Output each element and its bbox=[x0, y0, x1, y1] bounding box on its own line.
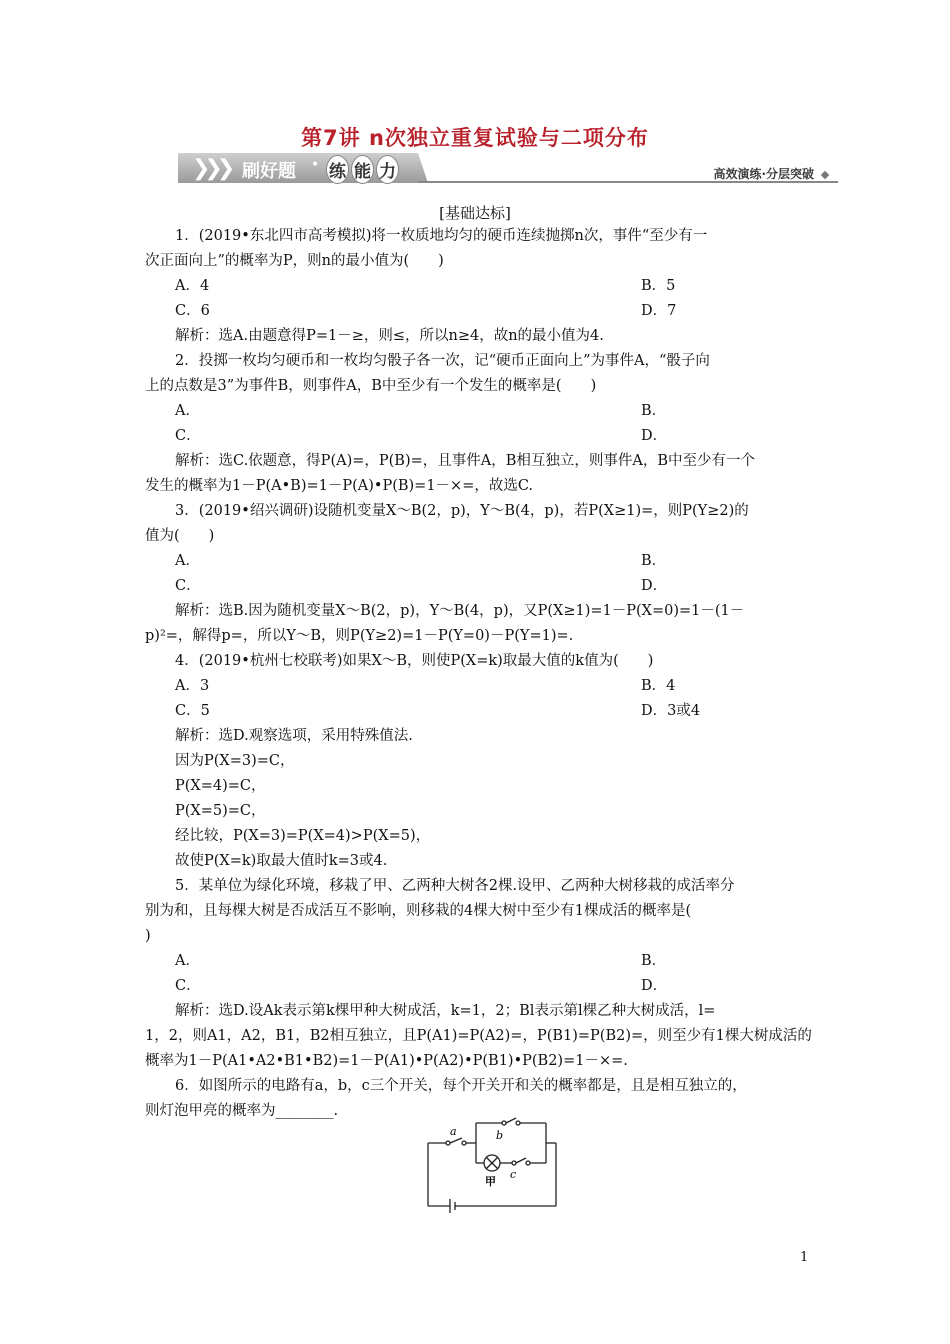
solution-line: 解析：选A.由题意得P=1－≥，则≤，所以n≥4，故n的最小值为4. bbox=[175, 328, 604, 344]
solution-line: 概率为1－P(A1•A2•B1•B2)=1－P(A1)•P(A2)•P(B1)•P(B2)=1－×=. bbox=[145, 1053, 628, 1069]
solution-line: 发生的概率为1－P(A•B)=1－P(A)•P(B)=1－×=，故选C. bbox=[145, 478, 534, 494]
option-b: B．5 bbox=[641, 278, 676, 294]
switch-contact bbox=[512, 1161, 516, 1165]
text-line: 2．投掷一枚均匀硬币和一枚均匀骰子各一次，记“硬币正面向上”为事件A，“骰子向 bbox=[175, 353, 710, 369]
text-line: 次正面向上”的概率为P，则n的最小值为( ) bbox=[145, 253, 444, 269]
solution-line: 解析：选B.因为随机变量X～B(2，p)，Y～B(4，p)，又P(X≥1)=1－P(X=0)=1－(1－ bbox=[175, 603, 745, 619]
switch-a-label: a bbox=[450, 1125, 457, 1138]
banner-char: 能 bbox=[351, 155, 374, 184]
option-d: D．3或4 bbox=[641, 703, 701, 719]
text-line: 5．某单位为绿化环境，移栽了甲、乙两种大树各2棵.设甲、乙两种大树移栽的成活率分 bbox=[175, 878, 735, 894]
solution-line: P(X=5)=C， bbox=[175, 803, 266, 819]
option-a: A． bbox=[175, 403, 200, 419]
solution-line: 解析：选D.观察选项，采用特殊值法. bbox=[175, 728, 413, 744]
solution-line: P(X=4)=C， bbox=[175, 778, 266, 794]
banner-subtitle-text: 高效演练·分层突破 bbox=[713, 167, 814, 181]
switch-a bbox=[450, 1138, 462, 1143]
switch-c-label: c bbox=[510, 1168, 517, 1181]
option-a: A．3 bbox=[175, 678, 210, 694]
option-b: B．4 bbox=[641, 678, 676, 694]
option-b: B． bbox=[641, 953, 667, 969]
circuit-diagram bbox=[420, 1113, 565, 1213]
option-c: C． bbox=[175, 428, 201, 444]
text-line: 则灯泡甲亮的概率为________. bbox=[145, 1103, 339, 1119]
banner-label: 刷好题 bbox=[242, 161, 296, 182]
text-line: ) bbox=[145, 928, 151, 944]
banner-dot: • bbox=[311, 157, 320, 173]
page-number: 1 bbox=[800, 1250, 809, 1265]
text-line: 3．(2019•绍兴调研)设随机变量X～B(2，p)，Y～B(4，p)，若P(X≥1)=，则P(Y≥2)的 bbox=[175, 503, 749, 519]
switch-contact bbox=[462, 1141, 466, 1145]
solution-line: 解析：选C.依题意，得P(A)=，P(B)=，且事件A，B相互独立，则事件A，B中至少有一个 bbox=[175, 453, 756, 469]
chevron-right-icon: ❯❯❯ bbox=[192, 156, 230, 181]
option-b: B． bbox=[641, 403, 667, 419]
switch-c bbox=[516, 1158, 526, 1163]
diamond-icon bbox=[821, 171, 829, 179]
option-a: A．4 bbox=[175, 278, 210, 294]
solution-line: 故使P(X=k)取最大值时k=3或4. bbox=[175, 853, 388, 869]
option-d: D． bbox=[641, 578, 668, 594]
solution-line: 1，2，则A1，A2，B1，B2相互独立，且P(A1)=P(A2)=，P(B1)=P(B2)=，则至少有1棵大树成活的 bbox=[145, 1028, 812, 1044]
text-line: 6．如图所示的电路有a，b，c三个开关，每个开关开和关的概率都是，且是相互独立的， bbox=[175, 1078, 747, 1094]
switch-contact bbox=[516, 1121, 520, 1125]
option-d: D． bbox=[641, 978, 668, 994]
solution-line: 因为P(X=3)=C， bbox=[175, 753, 295, 769]
option-c: C．5 bbox=[175, 703, 210, 719]
option-c: C． bbox=[175, 978, 201, 994]
text-line: 4．(2019•杭州七校联考)如果X～B，则使P(X=k)取最大值的k值为( ) bbox=[175, 653, 654, 669]
solution-line: 经比较，P(X=3)=P(X=4)>P(X=5)， bbox=[175, 828, 431, 844]
text-line: 1．(2019•东北四市高考模拟)将一枚质地均匀的硬币连续抛掷n次，事件“至少有一 bbox=[175, 228, 708, 244]
banner-badge bbox=[326, 155, 401, 184]
option-a: A． bbox=[175, 553, 200, 569]
solution-line: 解析：选D.设Ak表示第k棵甲种大树成活，k=1，2；Bl表示第l棵乙种大树成活，l= bbox=[175, 1003, 716, 1019]
switch-b-label: b bbox=[496, 1129, 504, 1142]
banner-char: 练 bbox=[326, 155, 349, 184]
option-c: C． bbox=[175, 578, 201, 594]
text-line: 上的点数是3”为事件B，则事件A，B中至少有一个发生的概率是( ) bbox=[145, 378, 597, 394]
option-d: D． bbox=[641, 428, 668, 444]
option-c: C．6 bbox=[175, 303, 210, 319]
switch-contact bbox=[502, 1121, 506, 1125]
option-a: A． bbox=[175, 953, 200, 969]
page-title: 第7讲 n次独立重复试验与二项分布 bbox=[301, 126, 649, 150]
solution-line: p)²=，解得p=，所以Y～B，则P(Y≥2)=1－P(Y=0)－P(Y=1)=. bbox=[145, 628, 574, 644]
lamp-label: 甲 bbox=[485, 1175, 496, 1188]
text-line: 别为和，且每棵大树是否成活互不影响，则移栽的4棵大树中至少有1棵成活的概率是( bbox=[145, 903, 692, 919]
banner-subtitle bbox=[713, 165, 828, 182]
banner-char: 力 bbox=[376, 155, 399, 184]
switch-b bbox=[506, 1118, 516, 1123]
option-b: B． bbox=[641, 553, 667, 569]
switch-contact bbox=[526, 1161, 530, 1165]
switch-contact bbox=[446, 1141, 450, 1145]
brand-banner bbox=[178, 153, 828, 185]
option-d: D．7 bbox=[641, 303, 677, 319]
section-heading: [基础达标] bbox=[439, 204, 511, 222]
text-line: 值为( ) bbox=[145, 528, 215, 544]
